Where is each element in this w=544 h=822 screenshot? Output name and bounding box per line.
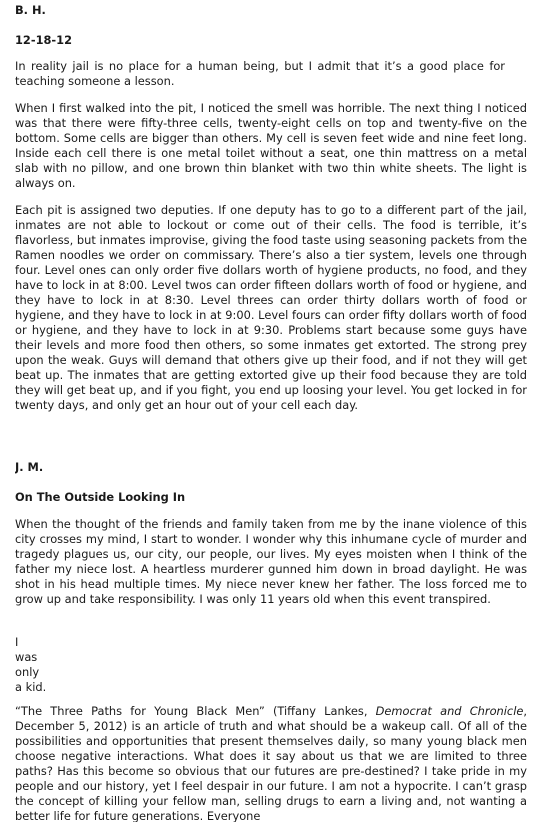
- entry2-paragraph-1: When the thought of the friends and family taken from me by the inane violence of this city crosses my mind, I start to wonder. I wonder why this inhumane cycle of murder and tragedy plagues us, our city, our people, our lives. My eyes moisten when I think of the father my niece lost. A heartless murderer gunned him down in broad daylight. He was shot in his head multiple times. My niece never knew her father. The loss forced me to grow up and take responsibility. I was only 11 years old when this event transpired.: [15, 517, 527, 606]
- poem-line: a kid.: [15, 680, 47, 694]
- newspaper-name: Democrat and Chronicle: [375, 704, 524, 718]
- entry2-poem: [15, 635, 46, 695]
- entry1-paragraph-3: Each pit is assigned two deputies. If one deputy has to go to a different part of the jail, inmates are not able to lockout or come out of their cells. The food is terrible, it’s flavorless, but inmates improvise, giving the food taste using seasoning packets from the Ramen noodles we order on commissary. There’s also a tier system, levels one through four. Level ones can only order five dollars worth of hygiene products, no food, and they have to lock in at 8:00. Level twos can order fifteen dollars worth of food or hygiene, and they have to lock in at 8:30. Level threes can order thirty dollars worth of food or hygiene, and they have to lock in at 9:00. Level fours can order fifty dollars worth of food or hygiene, and they have to lock in at 9:30. Problems start because some guys have their levels and more food then others, so some inmates get extorted. The strong prey upon the weak. Guys will demand that others give up their food, and if not they will get beat up. The inmates that are getting extorted give up their food because they are told they will get beat up, and if you fight, you end up loosing your level. You get locked in for twenty days, and only get an hour out of your cell each day.: [15, 203, 527, 412]
- document-page: [15, 0, 527, 822]
- entry1-paragraph-2: When I first walked into the pit, I noticed the smell was horrible. The next thing I noticed was that there were fifty-three cells, twenty-eight cells on top and twenty-five on the bottom. Some cells are bigger than others. My cell is seven feet wide and nine feet long. Inside each cell there is one metal toilet without a seat, one thin mattress on a metal slab with no pillow, and one brown thin blanket with two thin white sheets. The light is always on.: [15, 101, 527, 190]
- entry1-author: B. H.: [15, 3, 46, 17]
- entry1-date: 12-18-12: [15, 33, 73, 47]
- entry2-author: J. M.: [15, 460, 44, 474]
- paragraph-text: “The Three Paths for Young Black Men” (Tiffany Lankes,: [15, 704, 376, 718]
- entry2-title: On The Outside Looking In: [15, 490, 186, 504]
- entry1-paragraph-1: In reality jail is no place for a human being, but I admit that it’s a good place for teaching someone a lesson.: [15, 59, 505, 88]
- paragraph-text: , December 5, 2012) is an article of truth and what should be a wakeup call. Of all of the possibilities and opportunities that present themselves daily, so many young black men choose negative interactions. What does it say about us that we are limited to three paths? Has this become so obvious that our futures are pre-destined? I take pride in my people and our history, yet I feel despair in our future. I am not a hypocrite. I can’t grasp the concept of killing your fellow man, selling drugs to earn a living and, not wanting a better life for future generations. Everyone: [15, 704, 527, 822]
- entry2-paragraph-2: [15, 704, 527, 822]
- poem-line: only: [15, 665, 40, 679]
- poem-line: was: [15, 650, 38, 664]
- poem-line: I: [15, 635, 19, 649]
